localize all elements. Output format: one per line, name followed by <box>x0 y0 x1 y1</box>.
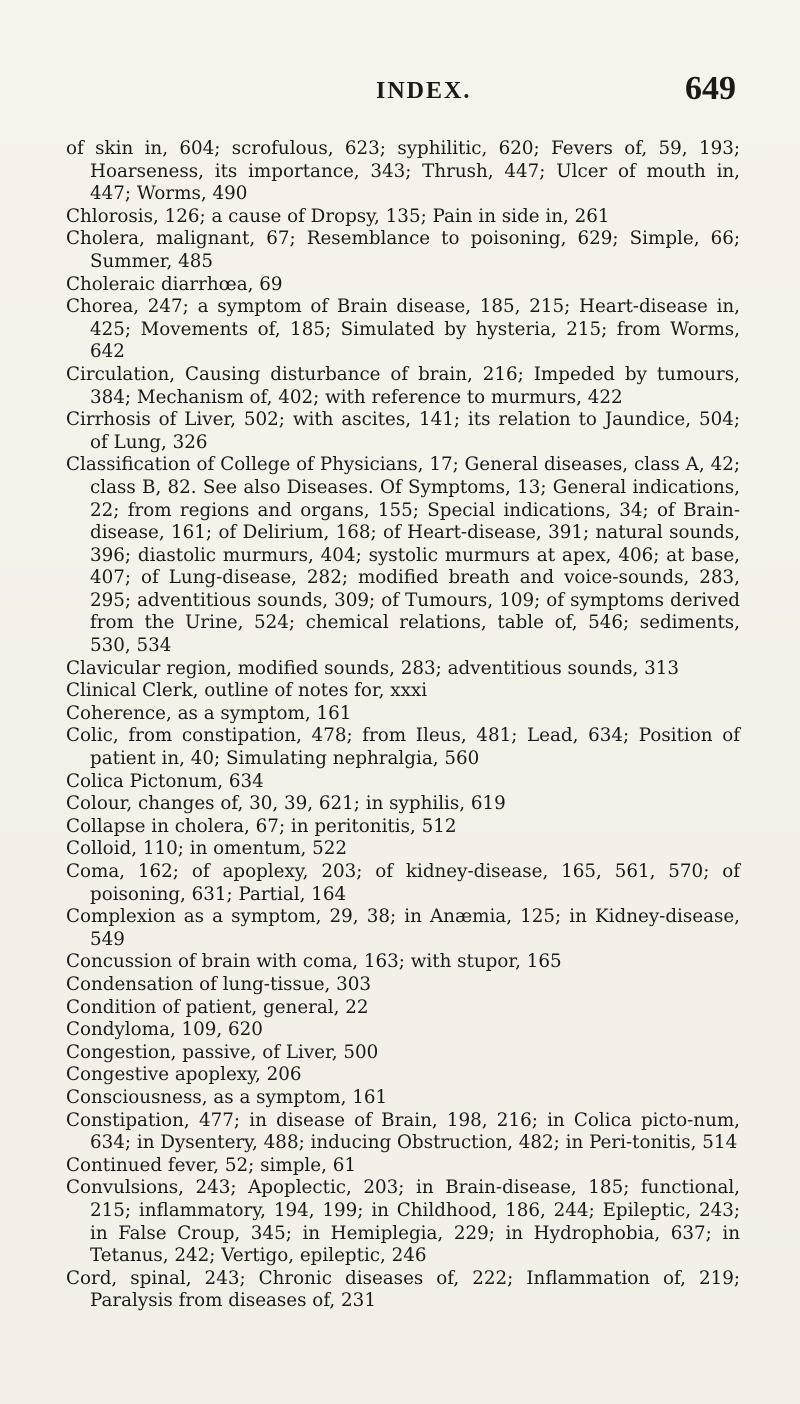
index-entry: Convulsions, 243; Apoplectic, 203; in Brain-disease, 185; functional, 215; inflammatory, 194, 199; in Childhood, 186, 244; Epileptic, 243; in False Croup, 345; in Hemiplegia, 229; in Hydrophobia, 637; in Tetanus, 242; Vertigo, epileptic, 246 <box>66 1177 740 1267</box>
index-entry: Circulation, Causing disturbance of brain, 216; Impeded by tumours, 384; Mechanism of, 402; with reference to murmurs, 422 <box>66 363 740 408</box>
index-entry: Coma, 162; of apoplexy, 203; of kidney-disease, 165, 561, 570; of poisoning, 631; Partial, 164 <box>66 861 740 905</box>
index-entry: Classification of College of Physicians, 17; General diseases, class A, 42; class B, 82. See also Diseases. Of Symptoms, 13; General indications, 22; from regions and organs, 155; Special indications, 34; of Brain-disease, 161; of Delirium, 168; of Heart-disease, 391; natural sounds, 396; diastolic murmurs, 404; systolic murmurs at apex, 406; at base, 407; of Lung-disease, 282; modified breath and voice-sounds, 283, 295; adventitious sounds, 309; of Tumours, 109; of symptoms derived from the Urine, 524; chemical relations, table of, 546; sediments, 530, 534 <box>66 454 740 657</box>
index-entry: Coherence, as a symptom, 161 <box>66 702 352 724</box>
index-entry: Congestion, passive, of Liver, 500 <box>66 1041 379 1063</box>
index-entry: Consciousness, as a symptom, 161 <box>66 1086 388 1108</box>
index-entry: Condensation of lung-tissue, 303 <box>66 973 372 995</box>
index-entries <box>66 138 740 1313</box>
page-number: 649 <box>685 70 736 107</box>
index-entry: Collapse in cholera, 67; in peritonitis, 512 <box>66 815 457 837</box>
index-entry: Cirrhosis of Liver, 502; with ascites, 141; its relation to Jaundice, 504; of Lung, 326 <box>66 409 740 453</box>
index-entry: Concussion of brain with coma, 163; with stupor, 165 <box>66 951 562 973</box>
index-entry: Chorea, 247; a symptom of Brain disease, 185, 215; Heart-disease in, 425; Movements of, 185; Simulated by hysteria, 215; from Worms, 642 <box>66 296 740 363</box>
index-entry: Continued fever, 52; simple, 61 <box>66 1154 356 1176</box>
index-entry: Cholera, malignant, 67; Resemblance to poisoning, 629; Simple, 66; Summer, 485 <box>66 228 740 272</box>
running-title: INDEX. <box>376 78 472 104</box>
index-entry: Colica Pictonum, 634 <box>66 770 264 792</box>
index-entry: Clavicular region, modified sounds, 283; adventitious sounds, 313 <box>66 657 680 679</box>
index-entry: Clinical Clerk, outline of notes for, xxxi <box>66 680 428 702</box>
index-entry: Colloid, 110; in omentum, 522 <box>66 838 348 860</box>
index-entry: Complexion as a symptom, 29, 38; in Anæmia, 125; in Kidney-disease, 549 <box>66 906 740 950</box>
index-entry: Choleraic diarrhœa, 69 <box>66 273 283 295</box>
index-entry: Condyloma, 109, 620 <box>66 1019 263 1041</box>
running-head <box>66 72 736 112</box>
index-entry: Chlorosis, 126; a cause of Dropsy, 135; Pain in side in, 261 <box>66 205 610 227</box>
index-entry: Cord, spinal, 243; Chronic diseases of, 222; Inflammation of, 219; Paralysis from diseases of, 231 <box>66 1267 740 1312</box>
index-entry: Condition of patient, general, 22 <box>66 996 369 1018</box>
index-entry: Constipation, 477; in disease of Brain, 198, 216; in Colica picto-num, 634; in Dysentery, 488; inducing Obstruction, 482; in Peri-tonitis, 514 <box>66 1109 740 1154</box>
index-entry: of skin in, 604; scrofulous, 623; syphilitic, 620; Fevers of, 59, 193; Hoarseness, its importance, 343; Thrush, 447; Ulcer of mouth in, 447; Worms, 490 <box>66 138 740 205</box>
index-entry: Colour, changes of, 30, 39, 621; in syphilis, 619 <box>66 793 506 815</box>
index-entry: Colic, from constipation, 478; from Ileus, 481; Lead, 634; Position of patient in, 40; Simulating nephralgia, 560 <box>66 725 740 770</box>
index-entry: Congestive apoplexy, 206 <box>66 1064 302 1086</box>
